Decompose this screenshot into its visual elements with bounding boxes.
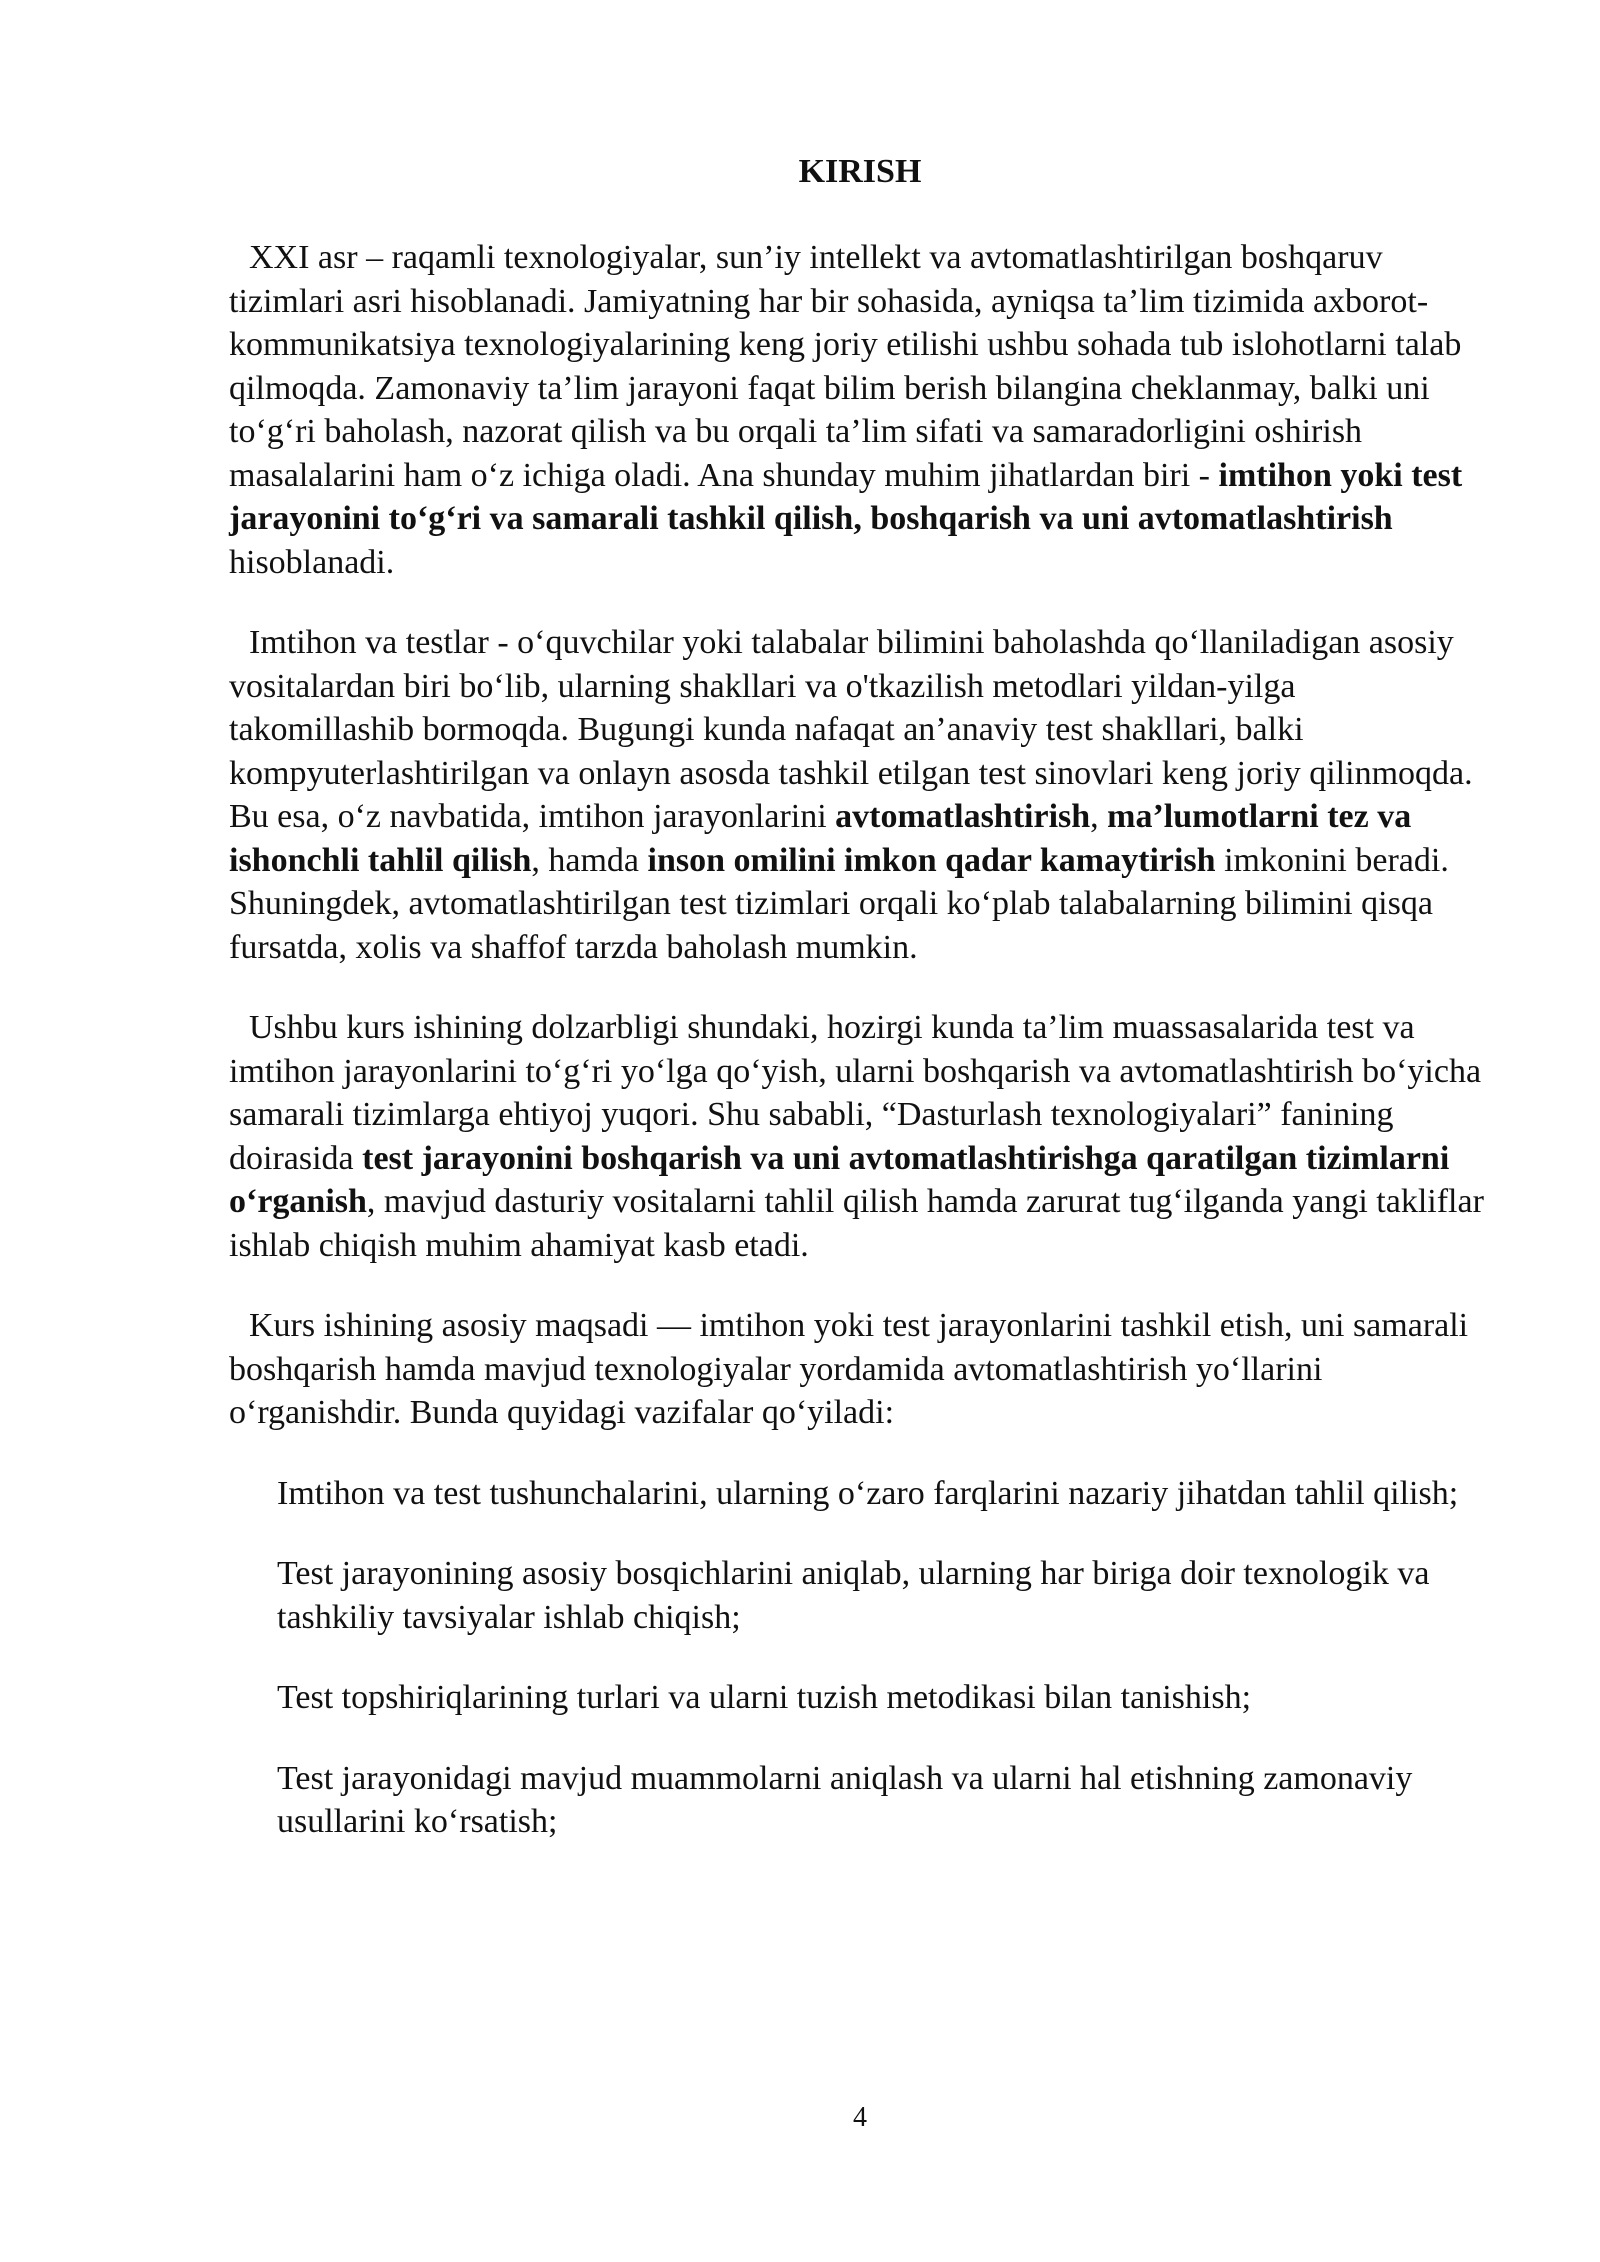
page-number: 4 [853,2102,867,2133]
emphasis-run: test jarayonini boshqarish va uni avtomatlashtirishga qaratilgan tizimlarni o‘rganish [229,1139,1450,1220]
text-run: , mavjud dasturiy vositalarni tahlil qilish hamda zarurat tug‘ilganda yangi takliflar ishlab chiqish muhim ahamiyat kasb etadi. [229,1183,1484,1264]
paragraph-exams [229,621,1489,969]
emphasis-run: inson omilini imkon qadar kamaytirish [647,841,1216,879]
paragraph-goal [229,1304,1489,1435]
text-run: XXI asr – raqamli texnologiyalar, sun’iy intellekt va avtomatlashtirilgan boshqaruv tizimlari asri hisoblanadi. Jamiyatning har bir sohasida, ayniqsa ta’lim tizimida axborot-kommunikatsiya texnologiyalarining keng joriy etilishi ushbu sohada tub islohotlarni talab qilmoqda. Zamonaviy ta’lim jarayoni faqat bilim berish bilangina cheklanmay, balki uni to‘g‘ri baholash, nazorat qilish va bu orqali ta’lim sifati va samaradorligini oshirish masalalarini ham o‘z ichiga oladi. Ana shunday muhim jihatlardan biri - [229,239,1462,494]
text-run: imkonini beradi. Shuningdek, avtomatlashtirilgan test tizimlari orqali ko‘plab talabalarning bilimini qisqa fursatda, xolis va shaffof tarzda baholash mumkin. [229,841,1449,966]
text-run: , [1090,798,1108,835]
text-run: hisoblanadi. [229,543,395,581]
paragraph-relevance [229,1006,1489,1267]
text-run: Imtihon va testlar - o‘quvchilar yoki talabalar bilimini baholashda qo‘llaniladigan asosiy vositalardan biri bo‘lib, ularning shakllari va o'tkazilish metodlari yildan-yilga takomillashib bormoqda. Bugungi kunda nafaqat an’anaviy test shakllari, balki kompyuterlashtirilgan va onlayn asosda tashkil etilgan test sinovlari keng joriy qilinmoqda. Bu esa, o‘z navbatida, imtihon jarayonlarini [229,624,1473,835]
text-run: Ushbu kurs ishining dolzarbligi shundaki, hozirgi kunda ta’lim muassasalarida test va imtihon jarayonlarini to‘g‘ri yo‘lga qo‘yish, ularni boshqarish va avtomatlashtirish bo‘yicha samarali tizimlarga ehtiyoj yuqori. Shu sababli, “Dasturlash texnologiyalari” fanining doirasida [229,1009,1482,1177]
task-item: Test jarayonidagi mavjud muammolarni aniqlash va ularni hal etishning zamonaviy usullarini ko‘rsatish; [277,1759,1413,1840]
section-title: KIRISH [798,153,922,190]
task-list [229,1472,1489,1844]
text-run: Kurs ishining asosiy maqsadi — imtihon yoki test jarayonlarini tashkil etish, uni samarali boshqarish hamda mavjud texnologiyalar yordamida avtomatlashtirish yo‘llarini o‘rganishdir. Bunda quyidagi vazifalar qo‘yiladi: [229,1307,1469,1431]
emphasis-run: ma’lumotlarni tez va ishonchli tahlil qilish [229,798,1412,879]
task-item: Test topshiriqlarining turlari va ularni tuzish metodikasi bilan tanishish; [277,1679,1252,1716]
task-item: Test jarayonining asosiy bosqichlarini aniqlab, ularning har biriga doir texnologik va tashkiliy tavsiyalar ishlab chiqish; [277,1555,1430,1636]
emphasis-run: avtomatlashtirish [835,798,1091,835]
document-body [229,236,1489,1881]
paragraph-intro [229,236,1489,584]
task-item: Imtihon va test tushunchalarini, ularning o‘zaro farqlarini nazariy jihatdan tahlil qilish; [277,1474,1459,1512]
text-run: , hamda [531,841,648,879]
emphasis-run: imtihon yoki test jarayonini to‘g‘ri va samarali tashkil qilish, boshqarish va uni avtomatlashtirish [229,456,1463,537]
